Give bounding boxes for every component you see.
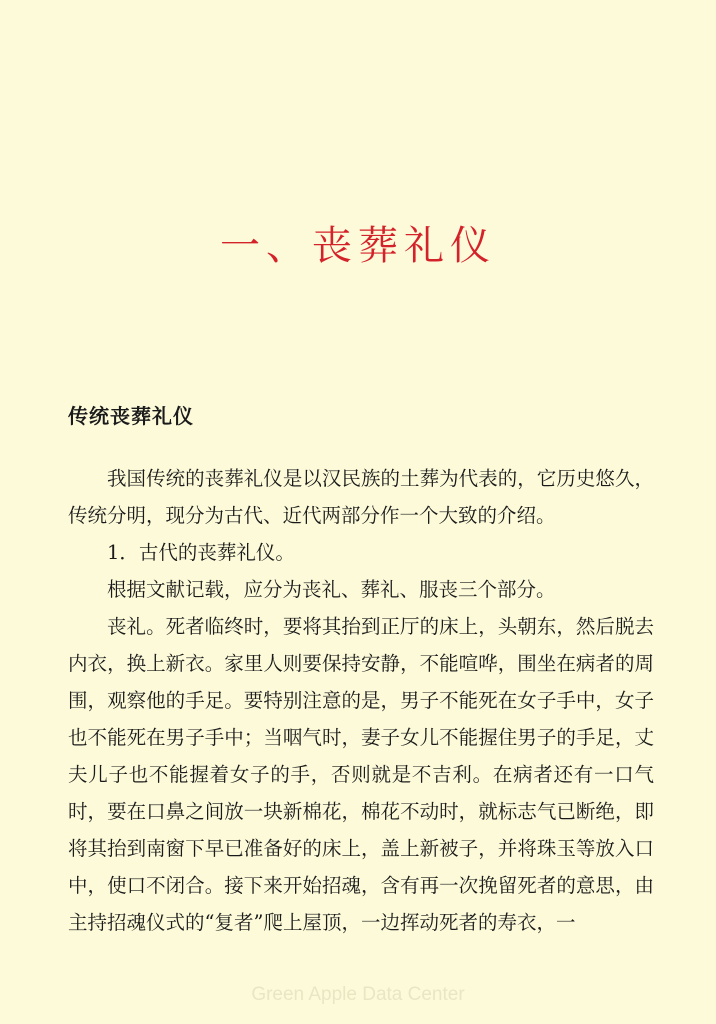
paragraph: 我国传统的丧葬礼仪是以汉民族的土葬为代表的，它历史悠久，传统分明，现分为古代、近代两部分作一个大致的介绍。 (68, 467, 654, 527)
section-heading: 传统丧葬礼仪 (68, 404, 194, 428)
paragraph: 丧礼。死者临终时，要将其抬到正厅的床上，头朝东，然后脱去内衣，换上新衣。家里人则要保持安静，不能喧哗，围坐在病者的周围，观察他的手足。要特别注意的是，男子不能死在女子手中，女子也不能死在男子手中；当咽气时，妻子女儿不能握住男子的手足，丈夫儿子也不能握着女子的手，否则就是不吉利。在病者还有一口气时，要在口鼻之间放一块新棉花，棉花不动时，就标志气已断绝，即将其抬到南窗下早已准备好的床上，盖上新被子，并将珠玉等放入口中，使口不闭合。接下来开始招魂，含有再一次挽留死者的意思，由主持招魂仪式的“复者”爬上屋顶，一边挥动死者的寿衣，一 (68, 615, 654, 934)
paragraph: 根据文献记载，应分为丧礼、葬礼、服丧三个部分。 (107, 578, 556, 601)
watermark: Green Apple Data Center (251, 984, 465, 1005)
body-text (68, 460, 654, 941)
paragraph: 1．古代的丧葬礼仪。 (107, 541, 295, 564)
chapter-title: 一、丧葬礼仪 (220, 223, 496, 269)
